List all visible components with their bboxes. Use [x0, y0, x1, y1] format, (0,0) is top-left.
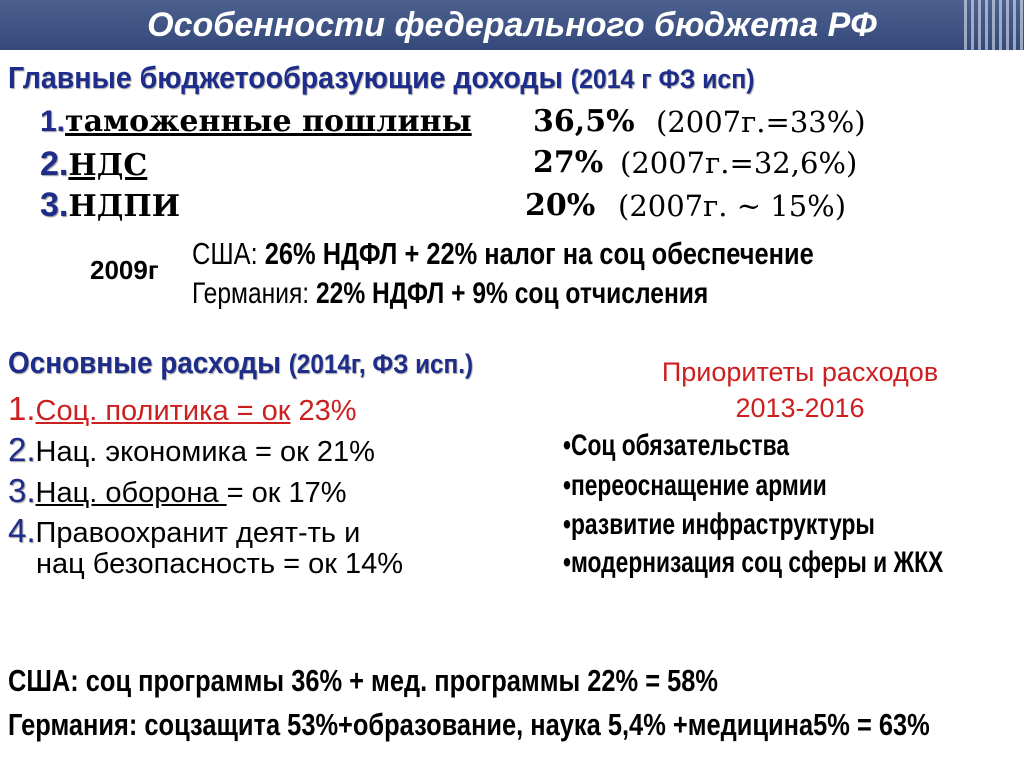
expense-item-num: 1. [8, 390, 36, 427]
usa-expenses [8, 663, 874, 699]
revenue-item-label: таможенные пошлины [65, 104, 472, 139]
revenue-item-compare: (2007г.=33%) [656, 105, 866, 139]
expense-item-1 [8, 390, 357, 428]
germany-revenue [192, 277, 822, 311]
priority-item [563, 546, 1024, 580]
germany-expenses [8, 707, 1024, 743]
expense-item-num: 3. [8, 472, 36, 509]
revenue-item-label: НДС [68, 148, 148, 183]
expenses-heading [8, 345, 525, 381]
priority-item-text: •развитие инфраструктуры [563, 508, 875, 541]
priority-item [563, 469, 910, 503]
revenue-item-compare: (2007г.=32,6%) [620, 146, 858, 180]
revenue-heading-text: Главные бюджетообразующие доходы [8, 60, 563, 95]
revenue-item-num: 2. [40, 145, 69, 183]
germany-revenue-label: Германия: [192, 277, 310, 310]
foreign-year: 2009г [90, 255, 159, 285]
priorities-heading-line2: 2013-2016 [735, 393, 865, 423]
revenue-item-3 [40, 186, 180, 225]
expense-item-label: Нац. оборона [35, 477, 227, 509]
germany-expenses-text: соцзащита 53%+образование, наука 5,4% +медицина5% = 63% [144, 707, 930, 742]
revenue-heading [8, 60, 819, 96]
expense-item-label: Соц. политика = ок [35, 395, 291, 427]
priority-item-text: •Соц обязательства [563, 429, 790, 462]
expenses-heading-text: Основные расходы [8, 345, 281, 380]
germany-revenue-text: 22% НДФЛ + 9% соц отчисления [315, 277, 709, 310]
usa-revenue-text: 26% НДФЛ + 22% налог на соц обеспечение [264, 236, 814, 271]
expense-item-4 [8, 512, 360, 550]
expense-item-3 [8, 472, 347, 510]
usa-expenses-label: США: [8, 663, 79, 698]
priority-item [563, 508, 973, 542]
expense-item-num: 2. [8, 431, 36, 468]
expenses-heading-note: (2014г, ФЗ исп.) [288, 349, 474, 379]
revenue-item-value: 20% [525, 188, 596, 223]
usa-revenue [192, 236, 950, 272]
expense-item-value: = ок 17% [226, 477, 347, 509]
revenue-item-num: 1. [40, 105, 66, 138]
revenue-heading-note: (2014 г ФЗ исп) [570, 64, 755, 94]
usa-revenue-label: США: [192, 236, 258, 271]
expense-item-num: 4. [8, 512, 36, 549]
usa-expenses-text: соц программы 36% + мед. программы 22% = 58% [85, 663, 719, 698]
revenue-item-value: 27% [533, 145, 604, 180]
priority-item-text: •переоснащение армии [563, 469, 827, 502]
revenue-item-2 [40, 145, 147, 184]
expense-item-label: Нац. экономика = ок 21% [35, 436, 375, 468]
revenue-item-compare: (2007г. ~ 15%) [618, 189, 847, 223]
priority-item-text: •модернизация соц сферы и ЖКХ [563, 546, 944, 579]
revenue-item-label: НДПИ [68, 189, 181, 224]
expense-item-4-line2: нац безопасность = ок 14% [36, 548, 404, 580]
revenue-item-1 [40, 104, 472, 139]
expense-item-label: Правоохранит деят-ть и [35, 517, 361, 549]
germany-expenses-label: Германия: [8, 707, 138, 742]
priorities-heading-line1: Приоритеты расходов [661, 357, 939, 387]
page-title: Особенности федерального бюджета РФ [147, 6, 877, 44]
expense-item-value: 23% [290, 395, 357, 427]
revenue-item-num: 3. [40, 186, 69, 224]
expense-item-2 [8, 431, 375, 469]
title-bar [0, 0, 1024, 50]
priority-item [563, 429, 860, 463]
revenue-item-value: 36,5% [533, 104, 635, 139]
